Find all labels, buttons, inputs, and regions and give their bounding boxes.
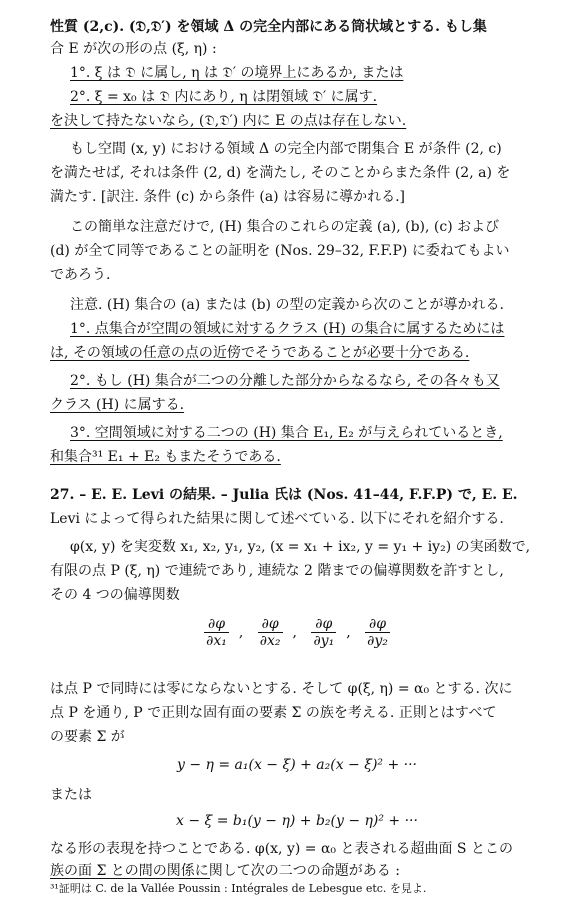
text-line: (d) が全て同等であることの証明を (Nos. 29–32, F.F.P) に委ねてもよい [50,243,510,259]
text-line: を満たせば, それは条件 (2, d) を満たし, そのことからまた条件 (2, a) を [50,165,511,181]
partial-fraction: $\frac{\partial\varphi}{\text{∂x₁}}$ [206,616,227,649]
partial-fraction: $\frac{\partial\varphi}{\text{∂y₁}}$ [313,616,335,649]
text-line: この簡単な注意だけで, (H) 集合のこれらの定義 (a), (b), (c) および [70,219,500,235]
text-line: その 4 つの偏導関数 [50,587,180,603]
text-line: φ(x, y) を実変数 x₁, x₂, y₁, y₂, (x = x₁ + ix₂, y = y₁ + iy₂) の実函数で, [70,539,531,555]
footnote-31: ³¹証明は C. de la Vallée Poussin : Intégrales de Lebesgue etc. を見よ. [50,882,427,895]
equation-x: x − ξ = b₁(y − η) + b₂(y − η)² + ··· [176,813,418,829]
remark-item-1: 1°. 点集合が空間の領域に対するクラス (H) の集合に属するためには [70,321,505,337]
property-2c-heading: 性質 (2,c). (𝔇,𝔇′) を領域 Δ の完全内部にある筒状域とする. もし集 [50,19,487,35]
remark-item-2-cont: クラス (H) に属する. [50,397,185,413]
footnote-rule [50,878,210,879]
partial-derivatives: $\frac{\partial\varphi}{\text{∂x₁}}$ , $\frac{\partial\varphi}{\text{∂x₂}}$ , $\frac{\partial\varphi}{\text{∂y₁}}$ , $\frac{\partial\varphi}{\text{∂y₂}}$ [206,616,388,649]
text-line: Levi によって得られた結果に関して述べている. 以下にそれを紹介する. [50,511,504,527]
remark-item-3: 3°. 空間領域に対する二つの (H) 集合 E₁, E₂ が与えられているとき, [70,425,503,441]
remark-item-1-cont: は, その領域の任意の点の近傍でそうであることが必要十分である. [50,345,470,361]
text-line: 点 P を通り, P で正則な固有面の要素 Σ の族を考える. 正則とはすべて [50,705,497,721]
partial-fraction: $\frac{\partial\varphi}{\text{∂x₂}}$ [259,616,281,649]
text-line: は点 P で同時には零にならないとする. そして φ(ξ, η) = α₀ とする. 次に [50,681,513,697]
text-line: 合 E が次の形の点 (ξ, η) : [50,41,217,57]
text-line: なる形の表現を持つことである. φ(x, y) = α₀ と表される超曲面 S とこの [50,841,513,857]
equation-y: y − η = a₁(x − ξ) + a₂(x − ξ)² + ··· [176,757,418,773]
text-line: であろう. [50,267,111,283]
text-line: の要素 Σ が [50,729,125,745]
remark-item-2: 2°. もし (H) 集合が二つの分離した部分からなるなら, その各々も又 [70,373,500,389]
text-line: もし空間 (x, y) における領域 Δ の完全内部で閉集合 E が条件 (2, c) [70,141,502,157]
text-line: または [50,787,92,803]
conclusion-line: を決して持たないなら, (𝔇,𝔇′) 内に E の点は存在しない. [50,113,407,129]
partial-fraction: $\frac{\partial\varphi}{\text{∂y₂}}$ [367,616,388,649]
text-line: 満たす. [訳注. 条件 (c) から条件 (a) は容易に導かれる.] [50,189,406,205]
condition-1: 1°. ξ は 𝔇 に属し, η は 𝔇′ の境界上にあるか, または [70,65,404,81]
condition-2: 2°. ξ = x₀ は 𝔇 内にあり, η は閉領域 𝔇′ に属す. [70,89,378,105]
text-line: 族の面 Σ との間の関係に関して次の二つの命題がある : [50,863,400,879]
text-line: 有限の点 P (ξ, η) で連続であり, 連続な 2 階までの偏導関数を許すとし, [50,563,504,579]
remark-item-3-cont: 和集合³¹ E₁ + E₂ もまたそうである. [50,449,281,465]
remark-heading: 注意. (H) 集合の (a) または (b) の型の定義から次のことが導かれる. [70,297,504,313]
section-27-heading: 27. – E. E. Levi の結果. – Julia 氏は (Nos. 41–44, F.F.P) で, E. E. [50,487,518,503]
